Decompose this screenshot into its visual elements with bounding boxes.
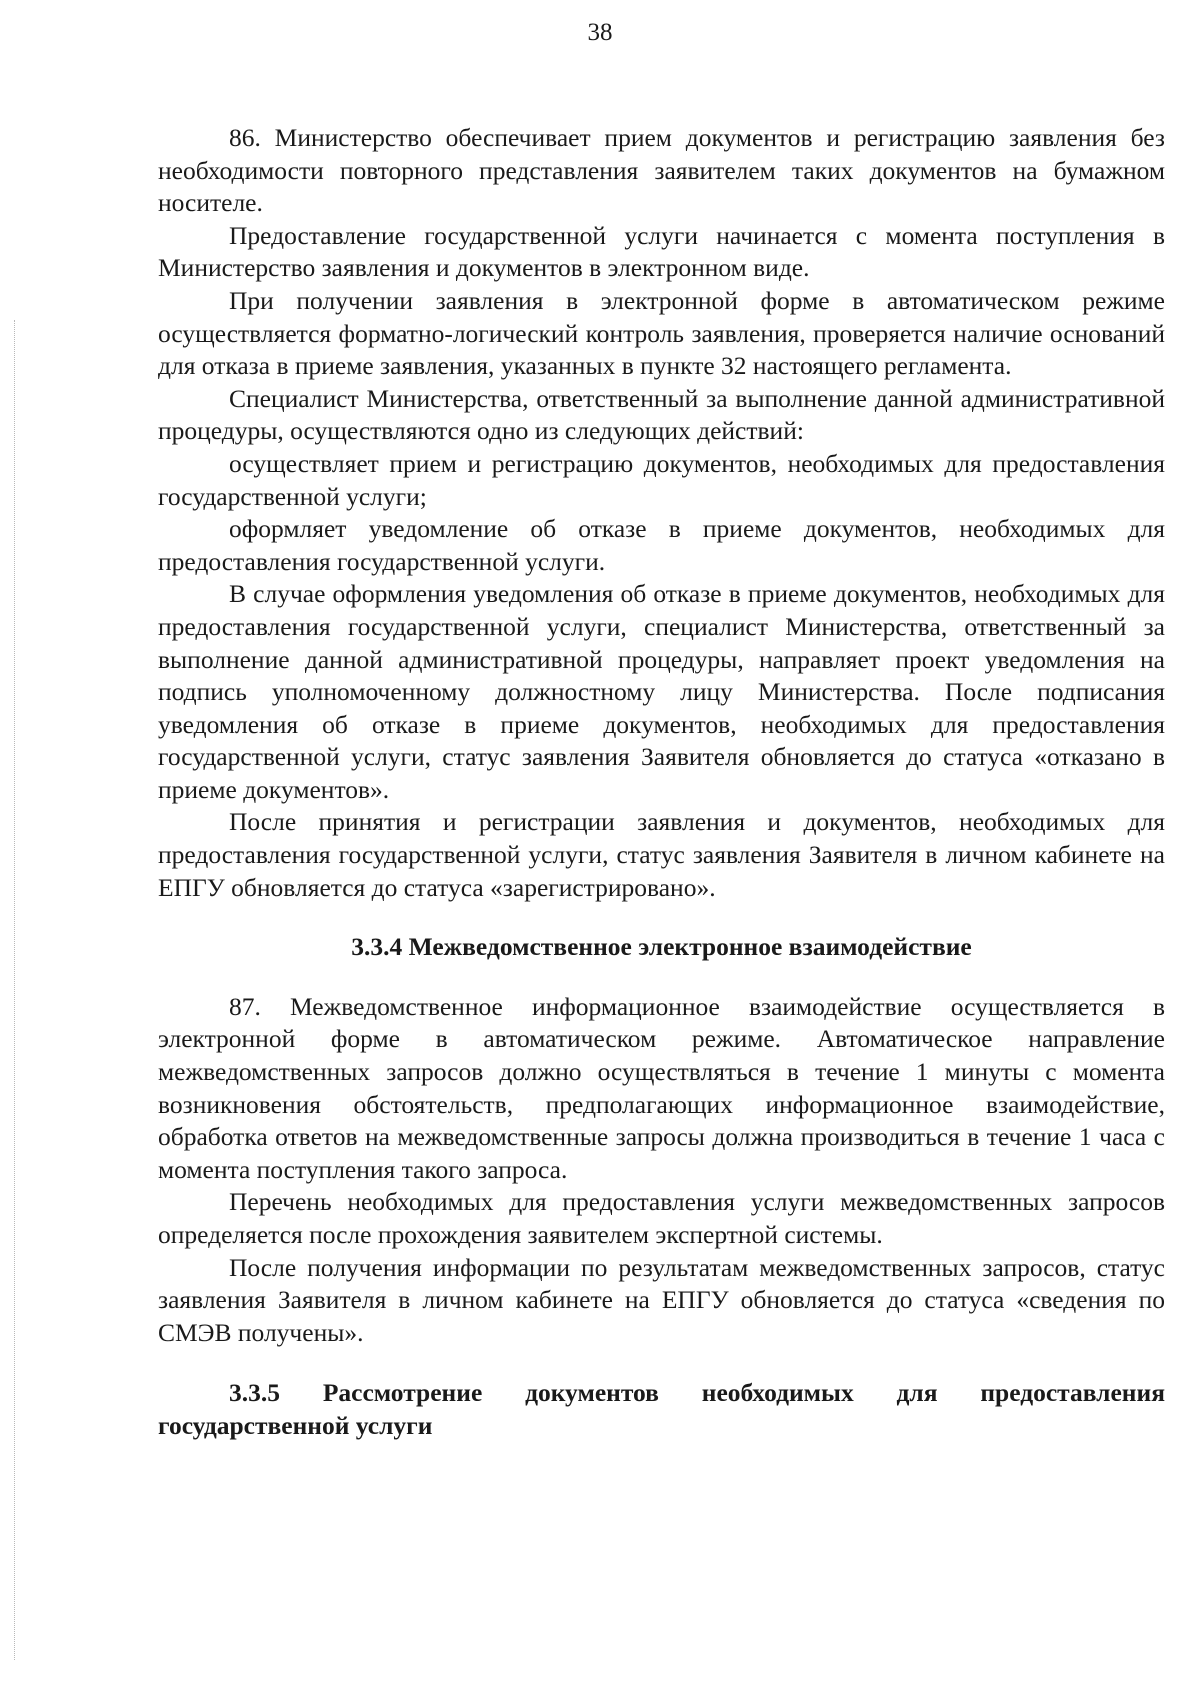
page-number: 38: [587, 19, 613, 46]
paragraph-86: 86. Министерство обеспечивает прием документов и регистрацию заявления без необходимости повторного представления заявителем таких документов на бумажном носителе.: [158, 123, 1165, 218]
paragraph-service-start: Предоставление государственной услуги начинается с момента поступления в Министерство заявления и документов в электронном виде.: [158, 220, 1165, 283]
paragraph-action-refusal: оформляет уведомление об отказе в приеме документов, необходимых для предоставления государственной услуги.: [158, 514, 1165, 576]
paragraph-action-register: осуществляет прием и регистрацию документов, необходимых для предоставления государственной услуги;: [158, 448, 1165, 511]
paragraph-registered-status: После принятия и регистрации заявления и документов, необходимых для предоставления государственной услуги, статус заявления Заявителя в личном кабинете на ЕПГУ обновляется до статуса «зарегистрировано».: [158, 807, 1165, 902]
section-heading-3-3-5: 3.3.5 Рассмотрение документов необходимых для предоставления государственной услуги: [158, 1378, 1165, 1440]
paragraph-specialist-actions: Специалист Министерства, ответственный за выполнение данной административной процедуры, осуществляются одно из следующих действий:: [158, 383, 1165, 446]
scan-edge-artifact: [14, 320, 16, 1660]
paragraph-format-control: При получении заявления в электронной форме в автоматическом режиме осуществляется форматно-логический контроль заявления, проверяется наличие оснований для отказа в приеме заявления, указанных в пункте 32 настоящего регламента.: [158, 285, 1165, 381]
section-heading-3-3-4: 3.3.4 Межведомственное электронное взаимодействие: [351, 932, 972, 962]
paragraph-request-list: Перечень необходимых для предоставления услуги межведомственных запросов определяется после прохождения заявителем экспертной системы.: [158, 1187, 1165, 1249]
paragraph-refusal-case: В случае оформления уведомления об отказе в приеме документов, необходимых для предоставления государственной услуги, специалист Министерства, ответственный за выполнение данной административной процедуры, направляет проект уведомления на подпись уполномоченному должностному лицу Министерства. После подписания уведомления об отказе в приеме документов, необходимых для предоставления государственной услуги, статус заявления Заявителя обновляется до статуса «отказано в приеме документов».: [158, 579, 1165, 804]
paragraph-smev-status: После получения информации по результатам межведомственных запросов, статус заявления Заявителя в личном кабинете на ЕПГУ обновляется до статуса «сведения по СМЭВ получены».: [158, 1252, 1165, 1347]
paragraph-87: 87. Межведомственное информационное взаимодействие осуществляется в электронной форме в автоматическом режиме. Автоматическое направление межведомственных запросов должно осуществляться в течение 1 минуты с момента возникновения обстоятельств, предполагающих информационное взаимодействие, обработка ответов на межведомственные запросы должна производиться в течение 1 часа с момента поступления такого запроса.: [158, 991, 1165, 1184]
document-body: [158, 122, 1165, 1443]
